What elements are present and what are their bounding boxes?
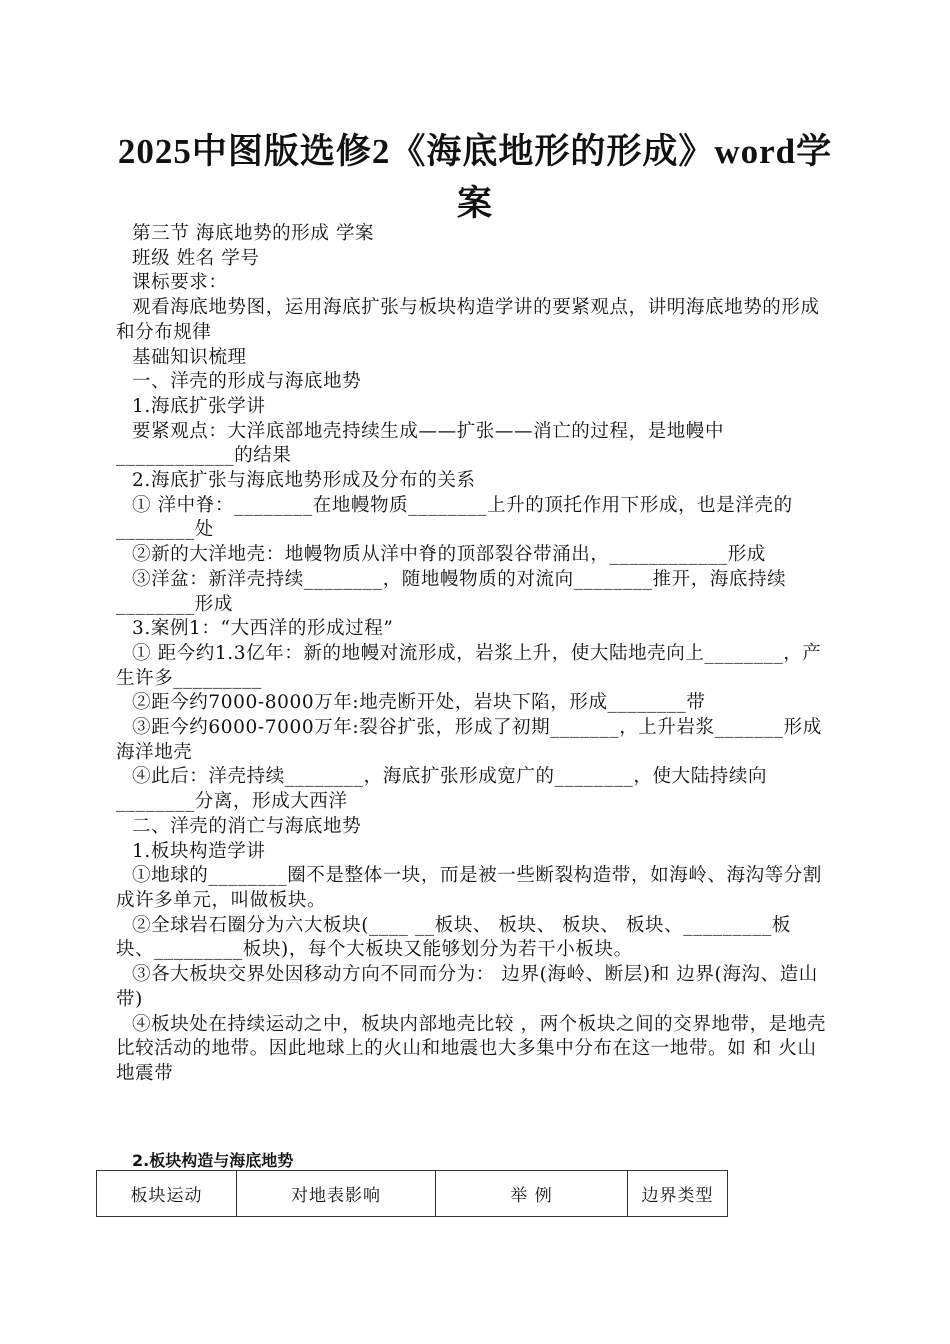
text-line: ① 洋中脊：________在地幔物质________上升的顶托作用下形成，也是洋壳的________处	[116, 494, 793, 541]
table-header-cell: 举 例	[436, 1171, 628, 1217]
text-line: 课标要求：	[132, 272, 228, 294]
text-line: 二、洋壳的消亡与海底地势	[132, 815, 362, 837]
text-line: 3.案例1：“大西洋的形成过程”	[132, 618, 394, 640]
text-line: ④此后：洋壳持续________，海底扩张形成宽广的________，使大陆持续向________分离，形成大西洋	[116, 766, 768, 813]
text-line: 观看海底地势图，运用海底扩张与板块构造学讲的要紧观点，讲明海底地势的形成和分布规律	[116, 297, 820, 343]
text-line: ②新的大洋地壳：地幔物质从洋中脊的顶部裂谷带涌出，____________形成	[132, 544, 766, 566]
text-line: 基础知识梳理	[132, 346, 247, 368]
table-header-cell: 板块运动	[97, 1171, 237, 1217]
text-line: 班级 姓名 学号	[132, 247, 260, 269]
text-line: ②距今约7000-8000万年:地壳断开处，岩块下陷，形成________带	[132, 692, 706, 714]
text-line: 1.板块构造学讲	[132, 840, 266, 862]
table-caption: 2.板块构造与海底地势	[132, 1151, 294, 1170]
text-line: 第三节 海底地势的形成 学案	[132, 223, 375, 244]
text-line: ① 距今约1.3亿年：新的地幔对流形成，岩浆上升，使大陆地壳向上________，产生许多_________	[116, 642, 822, 689]
text-line: ③各大板块交界处因移动方向不同而分为： 边界(海岭、断层)和 边界(海沟、造山带)	[116, 964, 818, 1010]
text-line: ④板块处在持续运动之中，板块内部地壳比较 ，两个板块之间的交界地带，是地壳比较活动的地带。因此地球上的火山和地震也大多集中分布在这一地带。如 和 火山地震带	[116, 1013, 827, 1084]
table-header-cell: 对地表影响	[237, 1171, 436, 1217]
text-line: ②全球岩石圈分为六大板块(____ __板块、 板块、 板块、 板块、_________板块、_________板块)，每个大板块又能够划分为若干小板块。	[116, 914, 791, 961]
page-title: 2025中图版选修2《海底地形的形成》word学案	[117, 132, 833, 223]
text-line: 一、洋壳的形成与海底地势	[132, 371, 362, 393]
text-line: ③距今约6000-7000万年:裂谷扩张，形成了初期_______，上升岩浆_______形成海洋地壳	[116, 717, 822, 763]
text-line: ③洋盆：新洋壳持续________，随地幔物质的对流向________推开，海底持续________形成	[116, 568, 787, 615]
text-line: 要紧观点：大洋底部地壳持续生成——扩张——消亡的过程，是地幔中____________的结果	[116, 420, 725, 467]
text-line: 2.海底扩张与海底地势形成及分布的关系	[132, 470, 476, 492]
document-body	[116, 222, 828, 1087]
text-line: ①地球的________圈不是整体一块，而是被一些断裂构造带，如海岭、海沟等分割成许多单元，叫做板块。	[116, 865, 823, 911]
text-line: 1.海底扩张学讲	[132, 395, 266, 417]
plate-table	[96, 1170, 728, 1217]
table-header-cell: 边界类型	[628, 1171, 728, 1217]
table-header-row	[97, 1171, 728, 1217]
